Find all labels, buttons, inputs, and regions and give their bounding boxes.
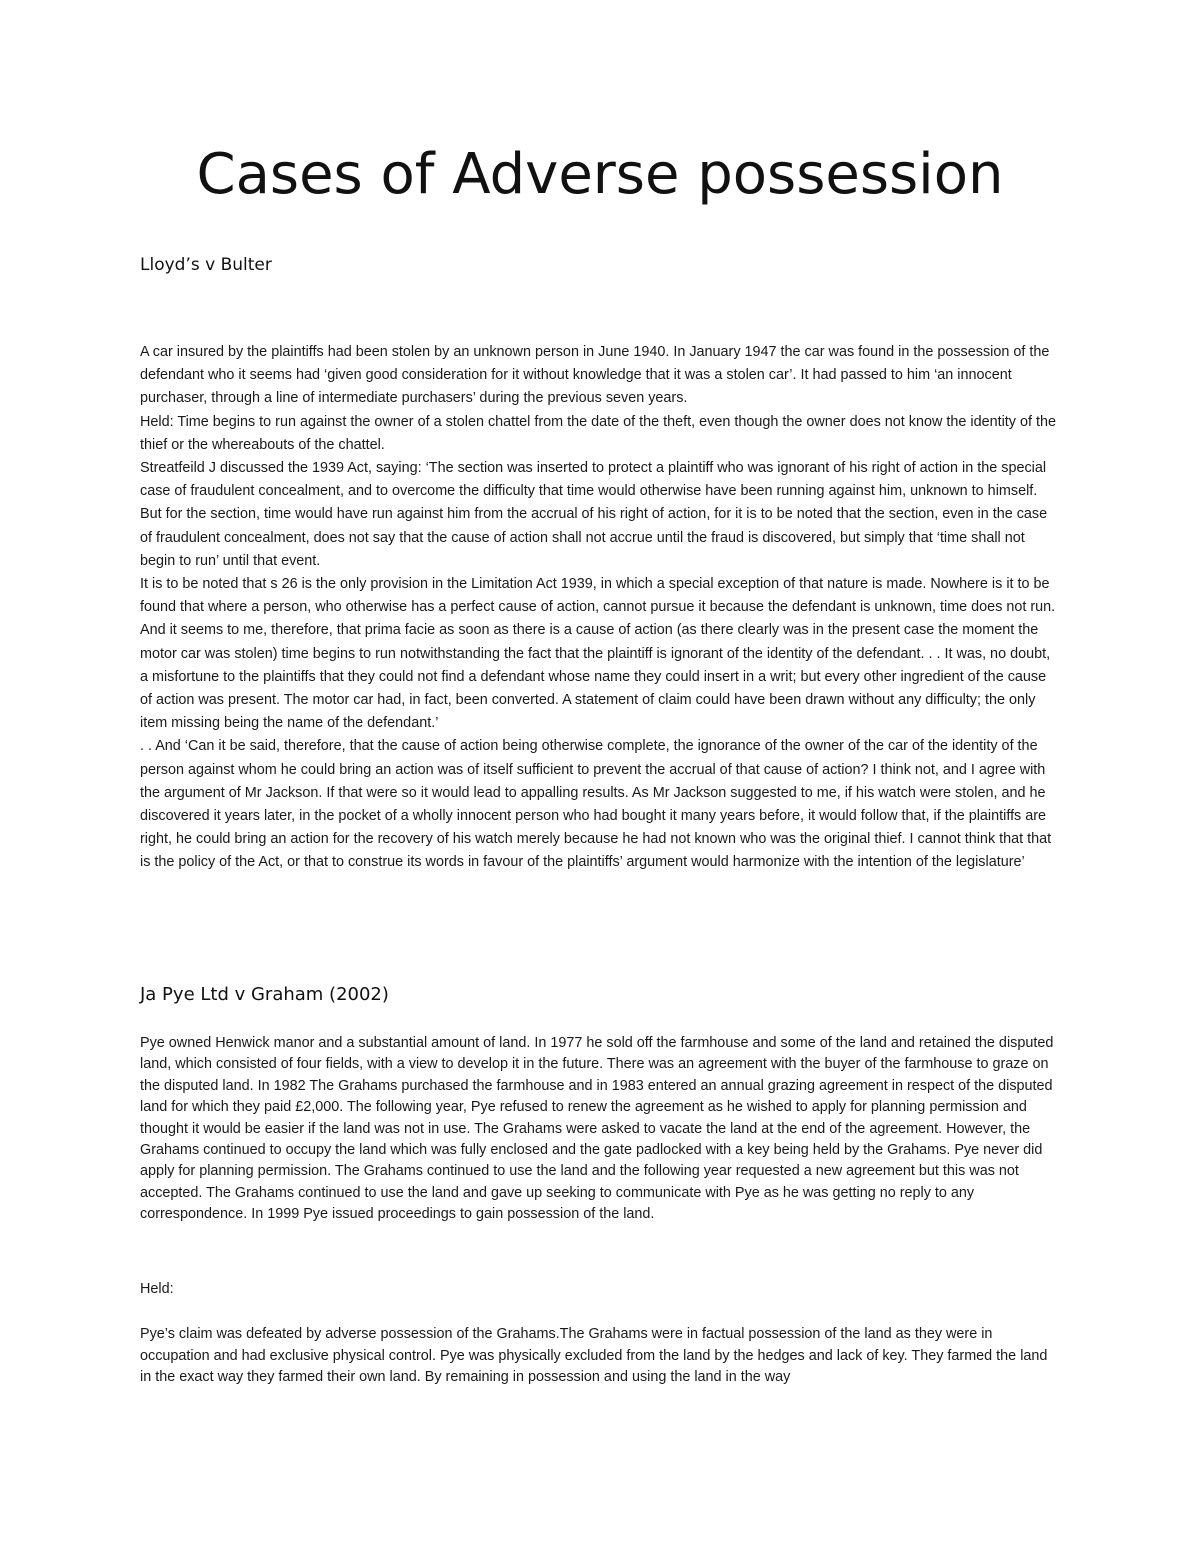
facts-paragraph: Pye owned Henwick manor and a substantial amount of land. In 1977 he sold off the farmhouse and some of the land and retained the disputed land, which consisted of four fields, with a view to develop it in the future. There was an agreement with the buyer of the farmhouse to graze on the disputed land. In 1982 The Grahams purchased the farmhouse and in 1983 entered an annual grazing agreement in respect of the disputed land for which they paid £2,000. The following year, Pye refused to renew the agreement as he wished to apply for planning permission and thought it would be easier if the land was not in use. The Grahams were asked to vacate the land at the end of the agreement. However, the Grahams continued to occupy the land which was fully enclosed and the gate padlocked with a key being held by the Grahams. Pye never did apply for planning permission. The Grahams continued to use the land and the following year requested a new agreement but this was not accepted. The Grahams continued to use the land and gave up seeking to communicate with Pye as he was getting no reply to any correspondence. In 1999 Pye issued proceedings to gain possession of the land. [140,1035,1054,1223]
judgment-quote-paragraph: It is to be noted that s 26 is the only provision in the Limitation Act 1939, in which a special exception of that nature is made. Nowhere is it to be found that where a person, who otherwise has a perfect cause of action, cannot pursue it because the defendant is unknown, time does not run. And it seems to me, therefore, that prima facie as soon as there is a cause of action (as there clearly was in the present case the moment the motor car was stolen) time begins to run notwithstanding the fact that the plaintiff is ignorant of the identity of the defendant. . . It was, no doubt, a misfortune to the plaintiffs that they could not find a defendant whose name they could insert in a writ; but every other ingredient of the cause of action was present. The motor car had, in fact, been converted. A statement of claim could have been drawn without any difficulty; the only item missing being the name of the defendant.’ [140,576,1056,732]
held-text-ja-pye-v-graham [140,1324,1060,1389]
held-paragraph: Pye’s claim was defeated by adverse possession of the Grahams.The Grahams were in factual possession of the land as they were in occupation and had exclusive physical control. Pye was physically excluded from the land by the hedges and lack of key. They farmed the land in the exact way they farmed their own land. By remaining in possession and using the land in the way [140,1326,1048,1386]
judgment-quote-paragraph: . . And ‘Can it be said, therefore, that the cause of action being otherwise complete, the ignorance of the owner of the car of the identity of the person against whom he could bring an action was of itself sufficient to prevent the accrual of that cause of action? I think not, and I agree with the argument of Mr Jackson. If that were so it would lead to appalling results. As Mr Jackson suggested to me, if his watch were stolen, and he discovered it years later, in the pocket of a wholly innocent person who had bought it many years before, it would follow that, if the plaintiffs are right, he could bring an action for the recovery of his watch merely because he had not known who was the original thief. I cannot think that that is the policy of the Act, or that to construe its words in favour of the plaintiffs’ argument would harmonize with the intention of the legislature’ [140,738,1052,871]
case-body-ja-pye-v-graham [140,1033,1060,1226]
held-label: Held: [140,1281,174,1297]
facts-paragraph: A car insured by the plaintiffs had been stolen by an unknown person in June 1940. In January 1947 the car was found in the possession of the defendant who it seems had ‘given good consideration for it without knowledge that it was a stolen car’. It had passed to him ‘an innocent purchaser, through a line of intermediate purchasers’ during the previous seven years. [140,344,1050,407]
case-body-lloyds-v-bulter [140,341,1060,875]
case-heading-lloyds-v-bulter: Lloyd’s v Bulter [140,255,272,275]
judgment-quote-paragraph: Streatfeild J discussed the 1939 Act, saying: ‘The section was inserted to protect a plaintiff who was ignorant of his right of action in the special case of fraudulent concealment, and to overcome the difficulty that time would otherwise have been running against him, unknown to himself. But for the section, time would have run against him from the accrual of his right of action, for it is to be noted that the section, even in the case of fraudulent concealment, does not say that the cause of action shall not accrue until the fraud is discovered, but simply that ‘time shall not begin to run’ until that event. [140,460,1048,569]
held-paragraph: Held: Time begins to run against the owner of a stolen chattel from the date of the theft, even though the owner does not know the identity of the thief or the whereabouts of the chattel. [140,413,1056,453]
case-heading-ja-pye-v-graham: Ja Pye Ltd v Graham (2002) [140,984,389,1005]
document-title: Cases of Adverse possession [196,142,1004,207]
